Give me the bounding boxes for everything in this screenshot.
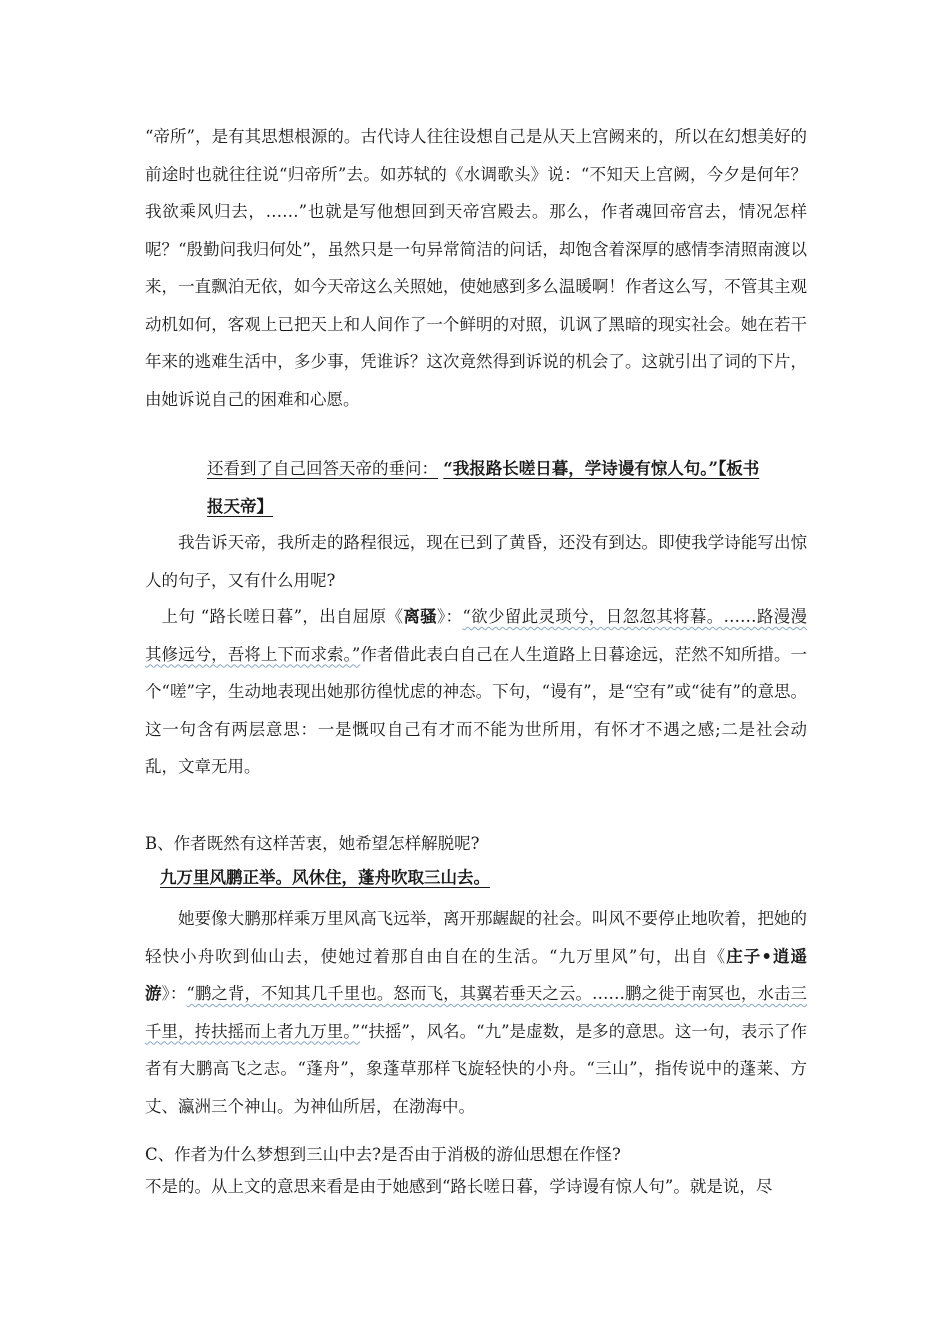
question-c: C、作者为什么梦想到三山中去?是否由于消极的游仙思想在作怪? [145, 1145, 621, 1164]
li-sao-colon: 》： [436, 607, 463, 626]
paragraph-li-sao [145, 598, 807, 786]
bao-tiandi-intro: 还看到了自己回答天帝的垂问： [207, 459, 438, 478]
bao-tiandi-board-note: 报天帝】 [207, 496, 273, 516]
li-sao-quote: “欲少留此灵琐兮，日忽忽其将暮。……路漫漫其修远兮，吾将上下而求索。” [145, 607, 808, 664]
paragraph-answer-c: 不是的。从上文的意思来看是由于她感到“路长嗟日暮，学诗谩有惊人句”。就是说，尽 [145, 1177, 773, 1196]
quote-jiuwanli: 九万里风鹏正举。风休住，蓬舟吹取三山去。 [160, 868, 490, 887]
zhuangzi-intro: 她要像大鹏那样乘万里风高飞远举，离开那龌龊的社会。叫风不要停止地吹着，把她的轻快小舟吹到仙山去，使她过着那自由自在的生活。“九万里风”句，出自《 [145, 909, 807, 966]
question-b: B、作者既然有这样苦衷，她希望怎样解脱呢? [145, 834, 480, 853]
paragraph-di-suo: “帝所”，是有其思想根源的。古代诗人往往设想自己是从天上宫阙来的，所以在幻想美好的前途时也就往往说“归帝所”去。如苏轼的《水调歌头》说：“不知天上宫阙，今夕是何年？我欲乘风归去，……”也就是写他想回到天帝宫殿去。那么，作者魂回帝宫去，情况怎样呢？“殷勤问我归何处”，虽然只是一句异常简洁的问话，却饱含着深厚的感情李清照南渡以来，一直飘泊无依，如今天帝这么关照她，使她感到多么温暖啊！作者这么写，不管其主观动机如何，客观上已把天上和人间作了一个鲜明的对照，讥讽了黑暗的现实社会。她在若干年来的逃难生活中，多少事，凭谁诉？这次竟然得到诉说的机会了。这就引出了词的下片，由她诉说自己的困难和心愿。 [145, 127, 807, 409]
zhuangzi-colon: 》： [161, 984, 187, 1003]
paragraph-bao-tiandi [207, 450, 807, 525]
li-sao-title: 离骚 [403, 607, 437, 626]
zhuangzi-title: 庄子•逍遥游 [145, 946, 808, 1003]
zhuangzi-analysis: “扶摇”，风名。“九”是虚数，是多的意思。这一句，表示了作者有大鹏高飞之志。“蓬舟”，象蓬草那样飞旋轻快的小舟。“三山”，指传说中的蓬莱、方丈、瀛洲三个神山。为神仙所居，在渤海中。 [145, 1021, 807, 1116]
paragraph-explanation: 我告诉天帝，我所走的路程很远，现在已到了黄昏，还没有到达。即使我学诗能写出惊人的句子，又有什么用呢? [145, 533, 807, 590]
li-sao-analysis: 作者借此表白自己在人生道路上日暮途远，茫然不知所措。一个“嗟”字，生动地表现出她那彷徨忧虑的神态。下句，“谩有”，是“空有”或“徒有”的意思。这一句含有两层意思：一是慨叹自己有才而不能为世所用，有怀才不遇之感;二是社会动乱，文章无用。 [145, 644, 808, 776]
li-sao-intro: 上句 “路长嗟日暮”，出自屈原《 [161, 607, 404, 626]
zhuangzi-quote: “鹏之背，不知其几千里也。怒而飞，其翼若垂天之云。……鹏之徙于南冥也，水击三千里，抟扶摇而上者九万里。” [145, 984, 807, 1041]
paragraph-zhuangzi [145, 900, 807, 1125]
bao-tiandi-quote: “我报路长嗟日暮，学诗谩有惊人句。”【板书 [443, 459, 760, 478]
